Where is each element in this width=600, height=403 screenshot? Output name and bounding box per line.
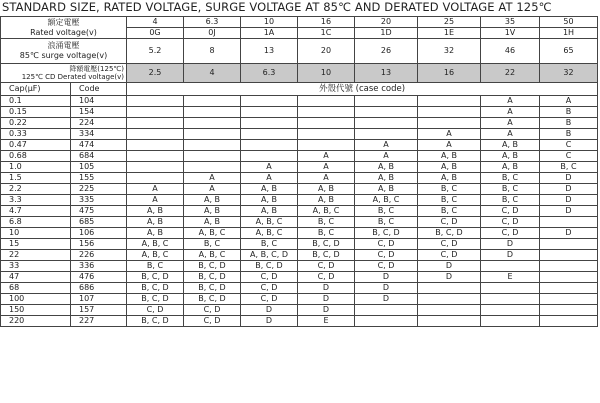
case-code-cell: D xyxy=(355,272,418,283)
case-code-cell xyxy=(540,305,598,316)
surge-cell: 8 xyxy=(184,39,241,64)
case-code-cell: B, C, D xyxy=(184,283,241,294)
case-code-cell: A, B xyxy=(298,195,355,206)
case-code-cell: B, C, D xyxy=(184,261,241,272)
case-code-cell: C, D xyxy=(241,283,298,294)
case-code-cell xyxy=(540,239,598,250)
cap-cell: 22 xyxy=(1,250,71,261)
table-row xyxy=(1,294,598,305)
case-code-cell xyxy=(481,305,540,316)
voltage-cell: 35 xyxy=(481,17,540,28)
table-row xyxy=(1,173,598,184)
case-code-cell: C, D xyxy=(241,272,298,283)
case-code-cell: A xyxy=(298,173,355,184)
surge-voltage-label-zh: 浪涌電壓 xyxy=(47,41,80,50)
case-code-cell: C, D xyxy=(481,217,540,228)
case-code-cell: B, C xyxy=(481,195,540,206)
case-code-cell: E xyxy=(481,272,540,283)
case-code-cell: A xyxy=(241,162,298,173)
derated-cell: 4 xyxy=(184,64,241,83)
case-code-cell xyxy=(127,129,184,140)
table-row xyxy=(1,162,598,173)
derated-voltage-label-en: 125℃ CD Derated voltage(v) xyxy=(21,73,124,81)
table-row xyxy=(1,283,598,294)
voltage-code-cell: 0G xyxy=(127,28,184,39)
case-code-cell: A xyxy=(481,96,540,107)
case-code-cell: B, C xyxy=(355,206,418,217)
case-code-cell: A, B xyxy=(298,184,355,195)
case-code-cell xyxy=(298,118,355,129)
cap-cell: 4.7 xyxy=(1,206,71,217)
surge-cell: 5.2 xyxy=(127,39,184,64)
derated-cell: 2.5 xyxy=(127,64,184,83)
voltage-cell: 4 xyxy=(127,17,184,28)
code-cell: 106 xyxy=(71,228,127,239)
derated-voltage-label xyxy=(1,64,127,83)
table-row xyxy=(1,140,598,151)
case-code-cell: D xyxy=(540,173,598,184)
case-code-cell: B xyxy=(540,107,598,118)
case-code-cell xyxy=(241,140,298,151)
code-header: Code xyxy=(71,83,127,96)
case-code-cell: C, D xyxy=(184,316,241,327)
surge-cell: 46 xyxy=(481,39,540,64)
voltage-cell: 25 xyxy=(418,17,481,28)
case-code-cell xyxy=(241,96,298,107)
case-code-cell: A xyxy=(481,118,540,129)
table-row xyxy=(1,96,598,107)
code-cell: 104 xyxy=(71,96,127,107)
cap-cell: 33 xyxy=(1,261,71,272)
case-code-cell xyxy=(127,173,184,184)
case-code-cell: A, B xyxy=(127,206,184,217)
code-cell: 474 xyxy=(71,140,127,151)
case-code-cell: A, B xyxy=(184,217,241,228)
case-code-cell: A xyxy=(127,184,184,195)
case-code-cell xyxy=(355,96,418,107)
case-code-cell: A, B xyxy=(481,162,540,173)
case-code-cell: B, C, D xyxy=(184,272,241,283)
table-row xyxy=(1,107,598,118)
surge-voltage-label xyxy=(1,39,127,64)
cap-cell: 0.68 xyxy=(1,151,71,162)
cap-cell: 0.22 xyxy=(1,118,71,129)
voltage-code-cell: 0J xyxy=(184,28,241,39)
case-code-cell: A, B xyxy=(127,217,184,228)
case-code-cell: D xyxy=(481,250,540,261)
case-code-cell: A, B, C xyxy=(184,250,241,261)
case-code-cell xyxy=(127,162,184,173)
table-row xyxy=(1,250,598,261)
case-code-cell: D xyxy=(355,283,418,294)
voltage-code-cell: 1D xyxy=(355,28,418,39)
surge-voltage-label-en: 85℃ surge voltage(v) xyxy=(19,51,108,60)
cap-cell: 1.5 xyxy=(1,173,71,184)
case-code-cell xyxy=(298,107,355,118)
case-code-cell: C, D xyxy=(184,305,241,316)
case-code-cell: B, C, D xyxy=(298,239,355,250)
case-code-cell: A, B xyxy=(241,206,298,217)
code-cell: 155 xyxy=(71,173,127,184)
case-code-cell: B, C, D xyxy=(184,294,241,305)
cap-cell: 1.0 xyxy=(1,162,71,173)
case-code-cell xyxy=(355,129,418,140)
code-cell: 475 xyxy=(71,206,127,217)
code-cell: 107 xyxy=(71,294,127,305)
case-code-cell: A, B xyxy=(241,184,298,195)
case-code-cell: E xyxy=(298,316,355,327)
case-code-cell: D xyxy=(298,294,355,305)
derated-cell: 13 xyxy=(355,64,418,83)
case-code-cell: B, C xyxy=(298,217,355,228)
derated-cell: 22 xyxy=(481,64,540,83)
case-code-cell: C, D xyxy=(481,206,540,217)
case-code-cell: A, B, C, D xyxy=(241,250,298,261)
case-code-cell xyxy=(418,305,481,316)
derated-voltage-row xyxy=(1,64,598,83)
cap-cell: 6.8 xyxy=(1,217,71,228)
cap-cell: 0.47 xyxy=(1,140,71,151)
rated-voltage-label-zh: 額定電壓 xyxy=(47,17,80,27)
case-code-cell xyxy=(127,140,184,151)
case-code-cell xyxy=(241,107,298,118)
cap-cell: 68 xyxy=(1,283,71,294)
table-row xyxy=(1,239,598,250)
case-code-cell xyxy=(241,129,298,140)
voltage-cell: 50 xyxy=(540,17,598,28)
surge-cell: 65 xyxy=(540,39,598,64)
case-code-cell: C, D xyxy=(418,250,481,261)
table-row xyxy=(1,305,598,316)
case-code-cell: A, B xyxy=(418,162,481,173)
surge-cell: 26 xyxy=(355,39,418,64)
case-code-cell xyxy=(540,217,598,228)
voltage-code-cell: 1E xyxy=(418,28,481,39)
case-code-cell xyxy=(418,107,481,118)
table-row xyxy=(1,272,598,283)
case-code-cell: A, B, C xyxy=(241,228,298,239)
code-cell: 684 xyxy=(71,151,127,162)
case-code-cell: B, C xyxy=(418,206,481,217)
voltage-cell: 16 xyxy=(298,17,355,28)
case-code-cell: A, B, C xyxy=(298,206,355,217)
case-code-cell xyxy=(540,316,598,327)
case-code-cell: B, C xyxy=(355,217,418,228)
derated-cell: 10 xyxy=(298,64,355,83)
case-code-cell xyxy=(241,151,298,162)
case-code-cell: A, B, C xyxy=(355,195,418,206)
cap-cell: 220 xyxy=(1,316,71,327)
voltage-code-cell: 1V xyxy=(481,28,540,39)
surge-cell: 32 xyxy=(418,39,481,64)
code-cell: 334 xyxy=(71,129,127,140)
case-code-cell xyxy=(184,151,241,162)
table-row xyxy=(1,195,598,206)
case-code-cell: A xyxy=(481,129,540,140)
case-code-cell: C, D xyxy=(127,305,184,316)
rated-voltage-label xyxy=(1,17,127,39)
case-code-cell: A xyxy=(418,140,481,151)
surge-cell: 13 xyxy=(241,39,298,64)
case-code-cell xyxy=(184,96,241,107)
rated-voltage-row xyxy=(1,17,598,28)
case-code-cell xyxy=(481,294,540,305)
cap-cell: 0.15 xyxy=(1,107,71,118)
case-code-cell: A, B xyxy=(481,140,540,151)
case-code-cell: B, C xyxy=(298,228,355,239)
case-code-cell xyxy=(355,118,418,129)
code-cell: 224 xyxy=(71,118,127,129)
case-code-cell xyxy=(127,107,184,118)
code-cell: 156 xyxy=(71,239,127,250)
case-code-cell: A, B xyxy=(184,195,241,206)
table-row xyxy=(1,184,598,195)
case-code-cell: B, C, D xyxy=(127,283,184,294)
case-code-cell xyxy=(540,283,598,294)
case-code-cell: D xyxy=(241,316,298,327)
code-cell: 154 xyxy=(71,107,127,118)
case-code-cell xyxy=(355,305,418,316)
code-cell: 335 xyxy=(71,195,127,206)
case-code-cell: D xyxy=(241,305,298,316)
case-code-cell: B xyxy=(540,118,598,129)
case-code-cell: C, D xyxy=(298,272,355,283)
case-code-cell xyxy=(418,96,481,107)
case-code-cell: A xyxy=(298,151,355,162)
case-code-cell xyxy=(355,107,418,118)
code-cell: 476 xyxy=(71,272,127,283)
case-code-cell: B, C xyxy=(184,239,241,250)
case-code-cell: C xyxy=(540,151,598,162)
case-code-cell: A xyxy=(540,96,598,107)
case-code-cell: A xyxy=(355,151,418,162)
cap-cell: 47 xyxy=(1,272,71,283)
surge-cell: 20 xyxy=(298,39,355,64)
case-code-cell: B, C, D xyxy=(418,228,481,239)
case-code-cell: C, D xyxy=(355,239,418,250)
case-code-cell: B, C xyxy=(418,184,481,195)
case-code-cell xyxy=(540,250,598,261)
case-code-cell: D xyxy=(481,239,540,250)
code-cell: 686 xyxy=(71,283,127,294)
case-code-cell: B, C xyxy=(481,184,540,195)
case-code-cell xyxy=(298,129,355,140)
case-code-cell: A, B xyxy=(481,151,540,162)
case-code-cell: A, B xyxy=(127,228,184,239)
case-code-cell: A xyxy=(184,173,241,184)
case-code-cell: B, C, D xyxy=(127,272,184,283)
case-code-cell: A, B, C xyxy=(127,250,184,261)
rated-voltage-label-en: Rated voltage(v) xyxy=(30,27,97,37)
case-code-cell xyxy=(481,261,540,272)
voltage-code-cell: 1A xyxy=(241,28,298,39)
case-code-cell: A, B xyxy=(184,206,241,217)
case-code-cell: C, D xyxy=(418,239,481,250)
case-code-cell: D xyxy=(298,305,355,316)
case-code-cell xyxy=(418,316,481,327)
case-code-cell: A xyxy=(481,107,540,118)
case-code-cell: A, B xyxy=(355,162,418,173)
case-code-cell: A, B xyxy=(241,195,298,206)
cap-cell: 100 xyxy=(1,294,71,305)
case-code-cell: B, C xyxy=(241,239,298,250)
case-code-cell: D xyxy=(540,184,598,195)
case-code-cell: D xyxy=(418,272,481,283)
case-code-cell: D xyxy=(540,228,598,239)
case-code-cell: A, B xyxy=(418,151,481,162)
case-size-table-container xyxy=(0,16,600,327)
derated-voltage-label-zh: 降額電壓(125℃) xyxy=(69,65,124,73)
case-code-cell: B xyxy=(540,129,598,140)
code-cell: 225 xyxy=(71,184,127,195)
case-size-table xyxy=(0,16,598,327)
case-code-cell xyxy=(298,140,355,151)
case-code-cell: B, C xyxy=(540,162,598,173)
case-code-cell: C, D xyxy=(298,261,355,272)
case-code-cell: C, D xyxy=(481,228,540,239)
case-code-cell xyxy=(298,96,355,107)
derated-cell: 6.3 xyxy=(241,64,298,83)
table-row xyxy=(1,118,598,129)
case-code-cell xyxy=(127,96,184,107)
case-code-cell: D xyxy=(355,294,418,305)
cap-code-header-row xyxy=(1,83,598,96)
case-code-cell xyxy=(481,283,540,294)
case-code-cell: B, C, D xyxy=(241,261,298,272)
case-code-cell xyxy=(127,151,184,162)
case-code-cell xyxy=(540,261,598,272)
cap-header: Cap(μF) xyxy=(1,83,71,96)
case-code-cell: A, B xyxy=(355,173,418,184)
case-code-cell xyxy=(418,294,481,305)
case-code-cell xyxy=(127,118,184,129)
case-code-cell: B, C xyxy=(481,173,540,184)
code-cell: 226 xyxy=(71,250,127,261)
table-row xyxy=(1,129,598,140)
derated-cell: 16 xyxy=(418,64,481,83)
case-code-cell: B, C xyxy=(418,195,481,206)
table-row xyxy=(1,316,598,327)
case-code-cell xyxy=(418,283,481,294)
case-code-cell xyxy=(184,162,241,173)
code-cell: 685 xyxy=(71,217,127,228)
cap-cell: 10 xyxy=(1,228,71,239)
case-code-cell xyxy=(418,118,481,129)
case-code-cell: D xyxy=(418,261,481,272)
voltage-cell: 10 xyxy=(241,17,298,28)
derated-cell: 32 xyxy=(540,64,598,83)
case-code-cell: B, C xyxy=(127,261,184,272)
voltage-code-cell: 1C xyxy=(298,28,355,39)
case-code-cell xyxy=(184,129,241,140)
case-code-cell: D xyxy=(540,206,598,217)
case-code-cell: B, C, D xyxy=(127,294,184,305)
cap-cell: 2.2 xyxy=(1,184,71,195)
table-row xyxy=(1,206,598,217)
case-code-cell: A, B, C xyxy=(127,239,184,250)
case-code-cell: C xyxy=(540,140,598,151)
case-code-cell: A, B xyxy=(355,184,418,195)
case-code-cell: A, B, C xyxy=(241,217,298,228)
cap-cell: 15 xyxy=(1,239,71,250)
table-row xyxy=(1,228,598,239)
cap-cell: 3.3 xyxy=(1,195,71,206)
case-code-cell: A, B, C xyxy=(184,228,241,239)
case-code-cell: A xyxy=(355,140,418,151)
case-code-cell xyxy=(355,316,418,327)
code-cell: 227 xyxy=(71,316,127,327)
case-code-cell xyxy=(540,294,598,305)
case-code-cell: B, C, D xyxy=(355,228,418,239)
case-code-cell: C, D xyxy=(355,250,418,261)
voltage-cell: 20 xyxy=(355,17,418,28)
code-cell: 157 xyxy=(71,305,127,316)
case-code-cell: D xyxy=(298,283,355,294)
case-code-cell: C, D xyxy=(241,294,298,305)
case-code-cell xyxy=(540,272,598,283)
case-code-cell: B, C, D xyxy=(127,316,184,327)
case-code-cell xyxy=(241,118,298,129)
case-code-cell xyxy=(184,118,241,129)
code-cell: 105 xyxy=(71,162,127,173)
page-title: STANDARD SIZE, RATED VOLTAGE, SURGE VOLTAGE AT 85℃ AND DERATED VOLTAGE AT 125℃ xyxy=(2,0,552,14)
case-code-cell: A xyxy=(298,162,355,173)
code-cell: 336 xyxy=(71,261,127,272)
table-row xyxy=(1,217,598,228)
case-code-cell: A xyxy=(127,195,184,206)
surge-voltage-row xyxy=(1,39,598,64)
voltage-code-cell: 1H xyxy=(540,28,598,39)
case-code-header: 外殼代號 (case code) xyxy=(127,83,598,96)
table-body xyxy=(1,17,598,327)
case-code-cell: A xyxy=(241,173,298,184)
case-code-cell: A xyxy=(184,184,241,195)
case-code-cell xyxy=(184,140,241,151)
case-code-cell: B, C, D xyxy=(298,250,355,261)
cap-cell: 0.1 xyxy=(1,96,71,107)
case-code-cell: A, B xyxy=(418,173,481,184)
case-code-cell: A xyxy=(418,129,481,140)
case-code-cell xyxy=(184,107,241,118)
case-code-cell: D xyxy=(540,195,598,206)
voltage-cell: 6.3 xyxy=(184,17,241,28)
cap-cell: 0.33 xyxy=(1,129,71,140)
table-row xyxy=(1,261,598,272)
case-code-cell: C, D xyxy=(355,261,418,272)
case-code-cell xyxy=(481,316,540,327)
case-code-cell: C, D xyxy=(418,217,481,228)
cap-cell: 150 xyxy=(1,305,71,316)
table-row xyxy=(1,151,598,162)
